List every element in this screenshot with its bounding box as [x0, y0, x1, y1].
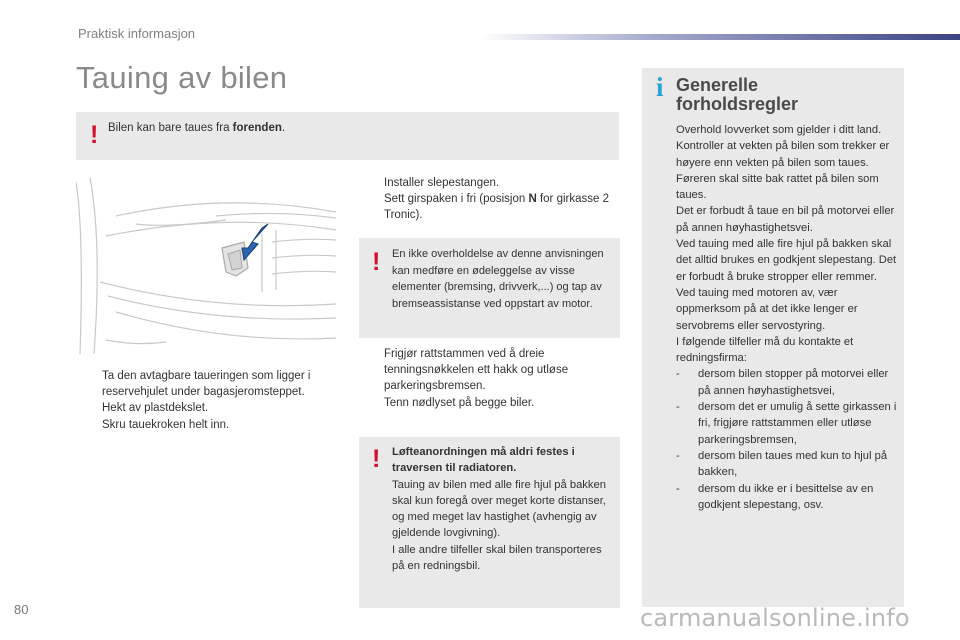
general-title: Generelle forholdsregler — [676, 75, 799, 114]
list-item: Tenn nødlyset på begge biler. — [384, 396, 535, 409]
list-item: - dersom du ikke er i besittelse av en godkjent slepestang, osv. — [676, 482, 874, 511]
warning-icon: ! — [372, 445, 381, 473]
general-body: Overhold lovverket som gjelder i ditt land. Kontroller at vekten på bilen som trekker er høyere enn vekten på bilen som taues. Føreren skal sitte bak rattet på bilen som taues. Det er forbudt å taue en bil på motorvei eller på annen høyhastighetsvei. Ved tauing med alle fire hjul på bakken skal det alltid brukes en godkjent slepestang. Det er forbudt å bruke stropper eller remmer. Ved tauing med motoren av, vær oppmerksom på at det ikke lenger er servobrems eller servostyring. I følgende tilfeller må du kontakte et redningsfirma: - dersom bilen stopper på motorvei eller på annen høyhastighetsvei, - dersom det er umulig å sette girkassen i fri, frigjøre rattstammen eller utløse parkeringsbremsen, - dersom bilen taues med kun to hjul på bakken, - dersom du ikke er i besittelse av en godkjent slepestang, osv. — [676, 122, 898, 513]
list-item: - dersom det er umulig å sette girkassen i fri, frigjøre rattstammen eller utløse parkeringsbremsen, — [676, 401, 897, 446]
page-number: 80 — [14, 602, 29, 617]
list-item: Skru tauekroken helt inn. — [102, 418, 230, 431]
list-item: Sett girspaken i fri (posisjon N for girkasse 2 Tronic). — [384, 193, 609, 222]
warning-box-lifting — [359, 437, 620, 608]
list-item: Frigjør rattstammen ved å dreie tenningsnøkkelen ett hakk og utløse parkeringsbremsen. — [384, 348, 569, 393]
list-item: - dersom bilen taues med kun to hjul på bakken, — [676, 449, 888, 479]
bumper-illustration — [76, 172, 336, 354]
section-label: Praktisk informasjon — [78, 26, 196, 41]
list-item: - dersom bilen stopper på motorvei eller på annen høyhastighetsvei, — [676, 368, 889, 397]
warning-front-text: Bilen kan bare taues fra forenden. — [108, 122, 286, 134]
info-icon: i — [656, 72, 664, 102]
warning-lifting-text: Løfteanordningen må aldri festes i traversen til radiatoren. Tauing av bilen med alle fire hjul på bakken skal kun foregå over meget korte distanser, og med meget lav hastighet (avhengig av gjeldende lovgivning). I alle andre tilfeller skal bilen transporteres på en redningsbil. — [392, 446, 606, 573]
warning-box-front — [76, 112, 619, 160]
middle-steps-bottom — [362, 346, 620, 411]
page-title: Tauing av bilen — [76, 60, 288, 95]
header-rule — [480, 34, 960, 40]
left-steps — [80, 368, 332, 433]
list-item: Hekt av plastdekslet. — [102, 402, 209, 415]
middle-steps-top — [362, 175, 620, 224]
watermark: carmanualsonline.info — [640, 604, 910, 632]
warning-box-damage — [359, 238, 620, 338]
warning-icon: ! — [90, 121, 99, 149]
front-bumper-drawing — [76, 172, 336, 354]
list-item: Ta den avtagbare taueringen som ligger i reservehjulet under bagasjeromsteppet. — [102, 370, 311, 399]
list-item: Installer slepestangen. — [384, 177, 500, 189]
warning-damage-text: En ikke overholdelse av denne anvisningen kan medføre en ødeleggelse av visse elementer (bremsing, drivverk,...) og tap av bremseassistanse ved oppstart av motor. — [392, 248, 604, 310]
warning-icon: ! — [372, 248, 381, 276]
